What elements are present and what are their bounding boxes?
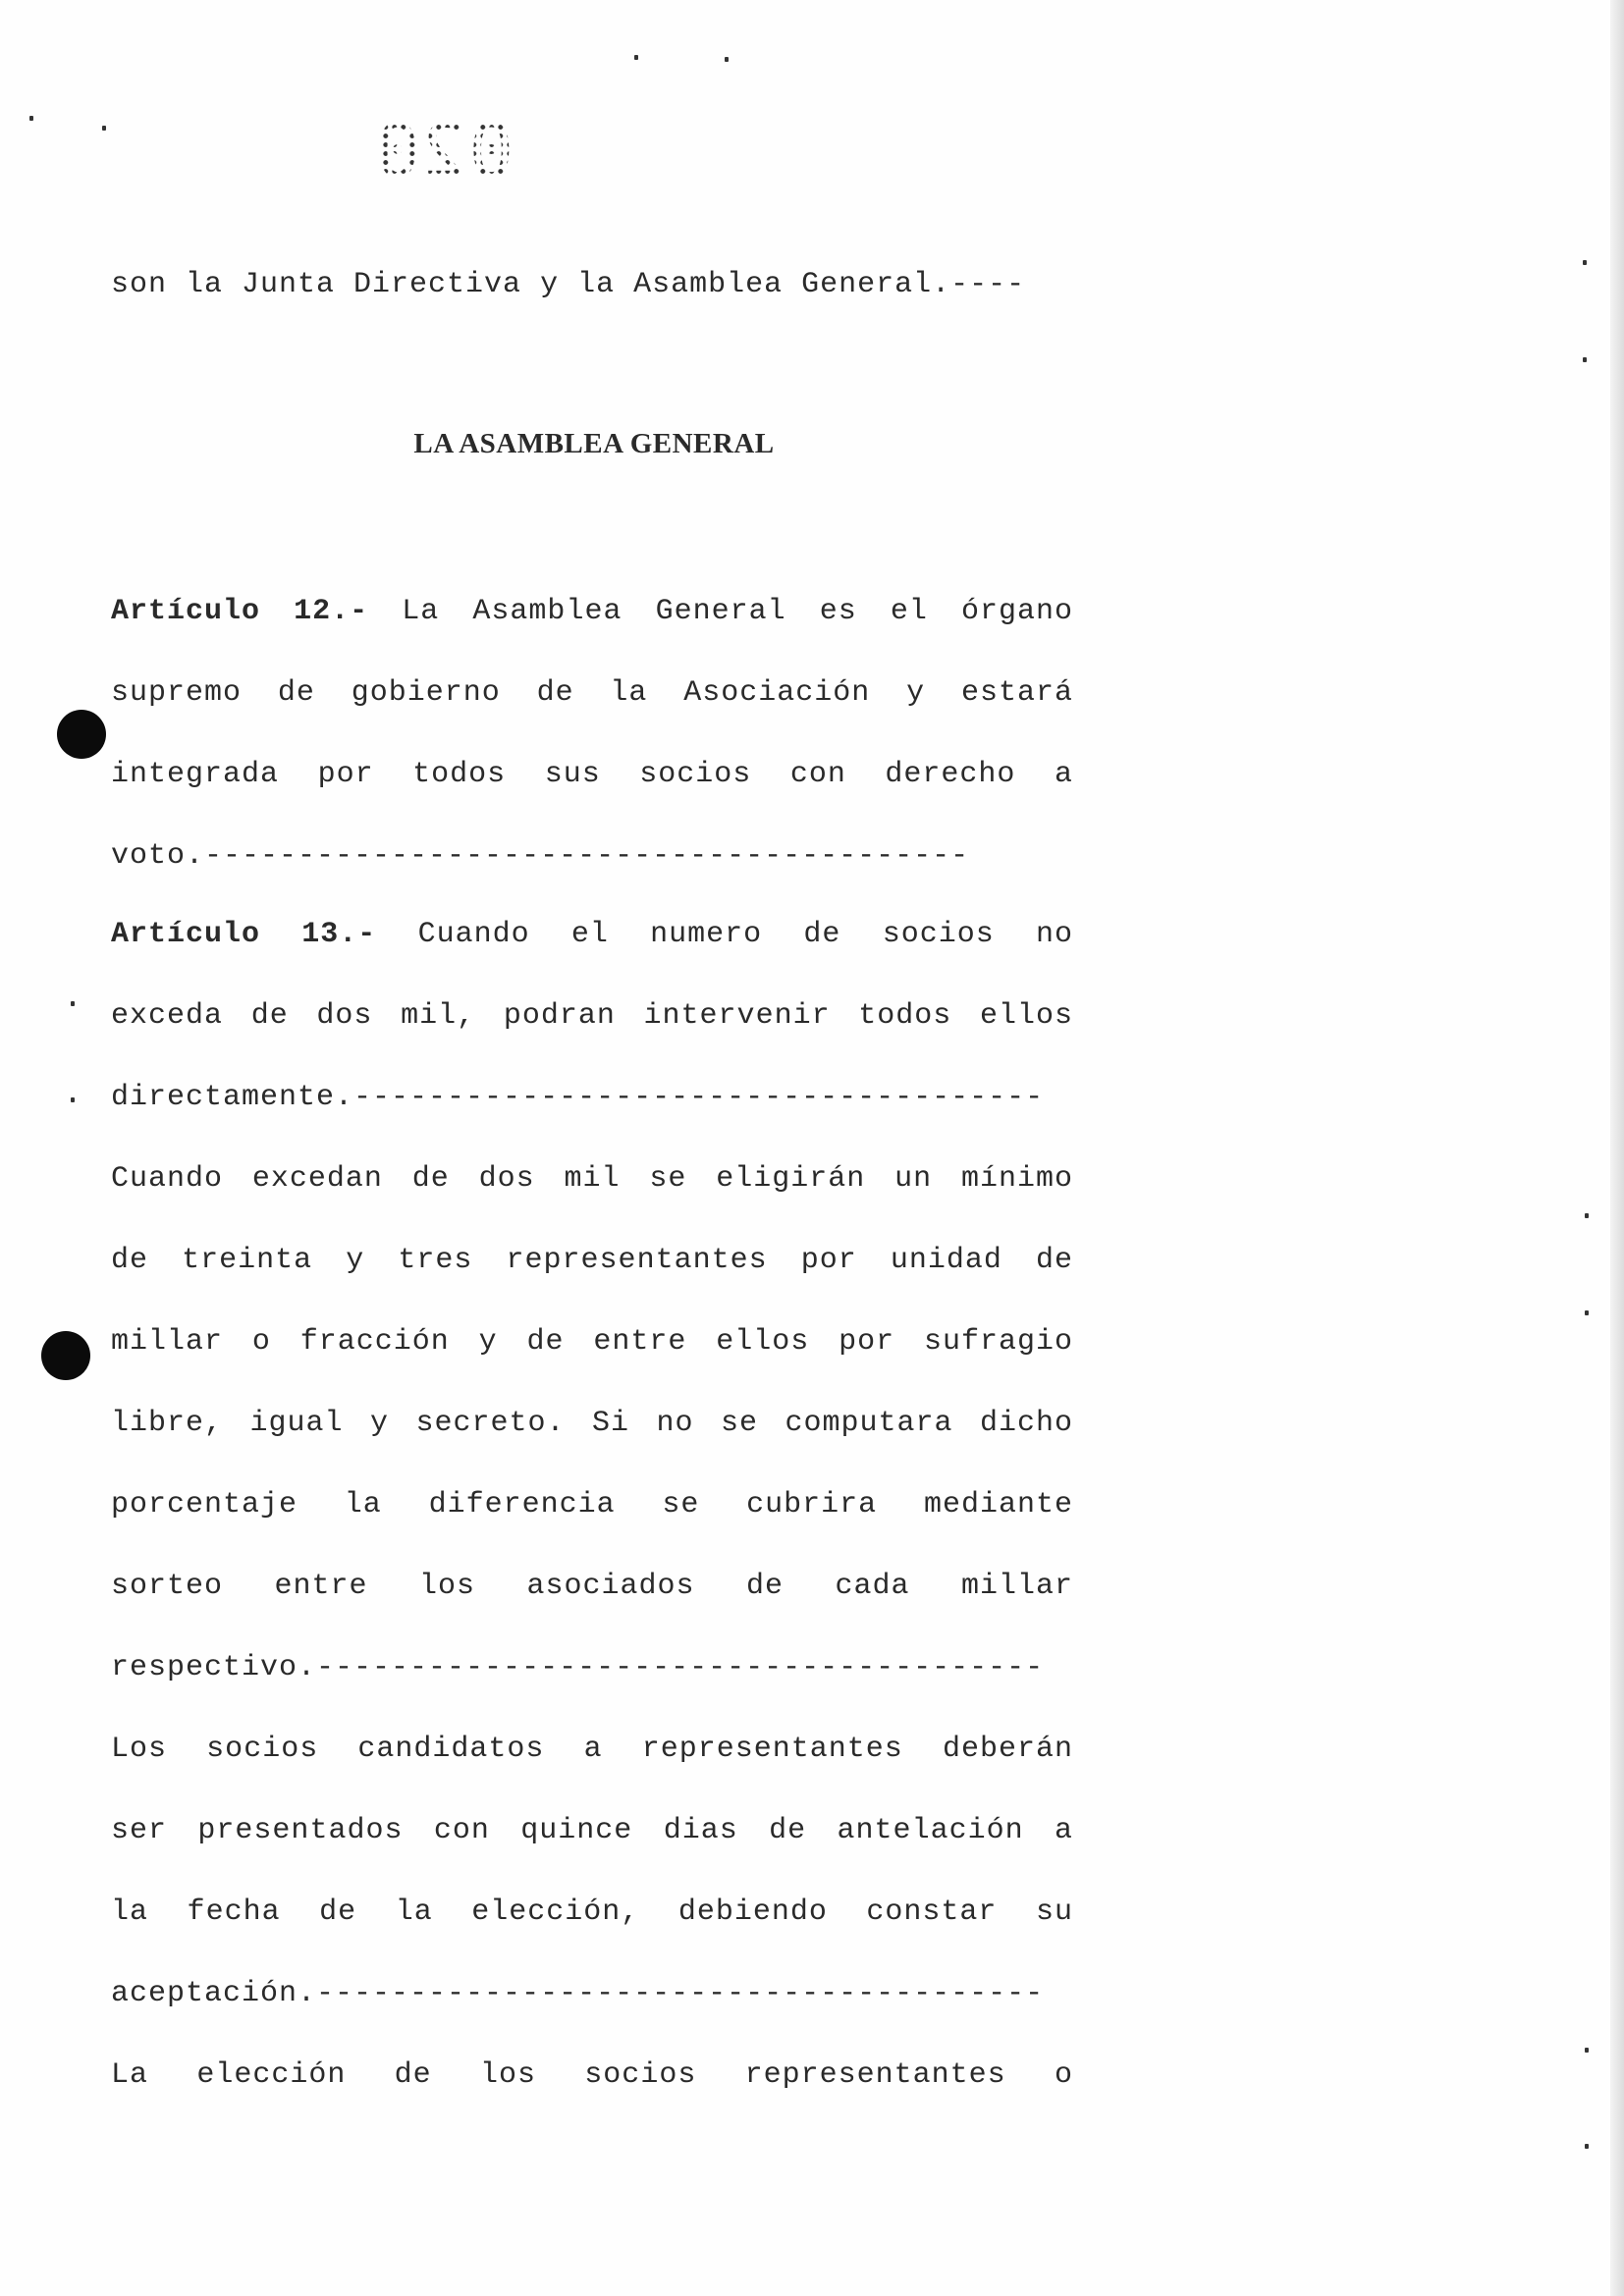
text-line: integrada por todos sus socios con derecho a xyxy=(111,758,1073,791)
text-line: Cuando excedan de dos mil se eligirán un mínimo xyxy=(111,1162,1073,1196)
scan-speck xyxy=(29,116,33,121)
scan-speck xyxy=(1585,2144,1589,2149)
punch-hole-top xyxy=(57,710,106,759)
scan-speck xyxy=(71,1097,75,1102)
text-line: Los socios candidatos a representantes deberán xyxy=(111,1733,1073,1766)
section-heading: LA ASAMBLEA GENERAL xyxy=(413,428,775,459)
text-line: supremo de gobierno de la Asociación y estará xyxy=(111,676,1073,710)
text-line: ser presentados con quince dias de antelación a xyxy=(111,1814,1073,1847)
text-line: directamente.------------------------------------- xyxy=(111,1081,1045,1114)
scan-speck xyxy=(71,1001,75,1006)
text-line: millar o fracción y de entre ellos por sufragio xyxy=(111,1325,1073,1359)
text-line: de treinta y tres representantes por unidad de xyxy=(111,1244,1073,1277)
article-12-label: Artículo 12.- xyxy=(111,595,369,628)
text-line: La elección de los socios representantes o xyxy=(111,2058,1073,2092)
text-line: respectivo.--------------------------------------- xyxy=(111,1651,1045,1684)
text-line: libre, igual y secreto. Si no se computara dicho xyxy=(111,1407,1073,1440)
scan-speck xyxy=(1583,260,1587,265)
scan-speck xyxy=(1583,357,1587,362)
scan-speck xyxy=(1585,1310,1589,1315)
text-line: aceptación.--------------------------------------- xyxy=(111,1977,1045,2010)
scan-speck xyxy=(1585,2048,1589,2053)
text-line: la fecha de la elección, debiendo constar su xyxy=(111,1896,1073,1929)
text-line: exceda de dos mil, podran intervenir todos ellos xyxy=(111,999,1073,1033)
article-12-line: Artículo 12.- La Asamblea General es el órgano xyxy=(111,595,1073,628)
page-edge-shadow xyxy=(1610,0,1624,2296)
scan-speck xyxy=(1585,1213,1589,1218)
scan-speck xyxy=(725,57,729,62)
text-line: porcentaje la diferencia se cubrira mediante xyxy=(111,1488,1073,1522)
scan-speck xyxy=(102,126,106,131)
text-line: voto.----------------------------------------- xyxy=(111,839,970,873)
text-line: son la Junta Directiva y la Asamblea General.---- xyxy=(111,268,1026,301)
punch-hole-bottom xyxy=(41,1331,90,1380)
article-13-label: Artículo 13.- xyxy=(111,918,377,951)
text-line: sorteo entre los asociados de cada millar xyxy=(111,1570,1073,1603)
scan-speck xyxy=(634,55,638,60)
perforated-stamp-number: 020 xyxy=(373,107,514,194)
article-13-line: Artículo 13.- Cuando el numero de socios no xyxy=(111,918,1073,951)
